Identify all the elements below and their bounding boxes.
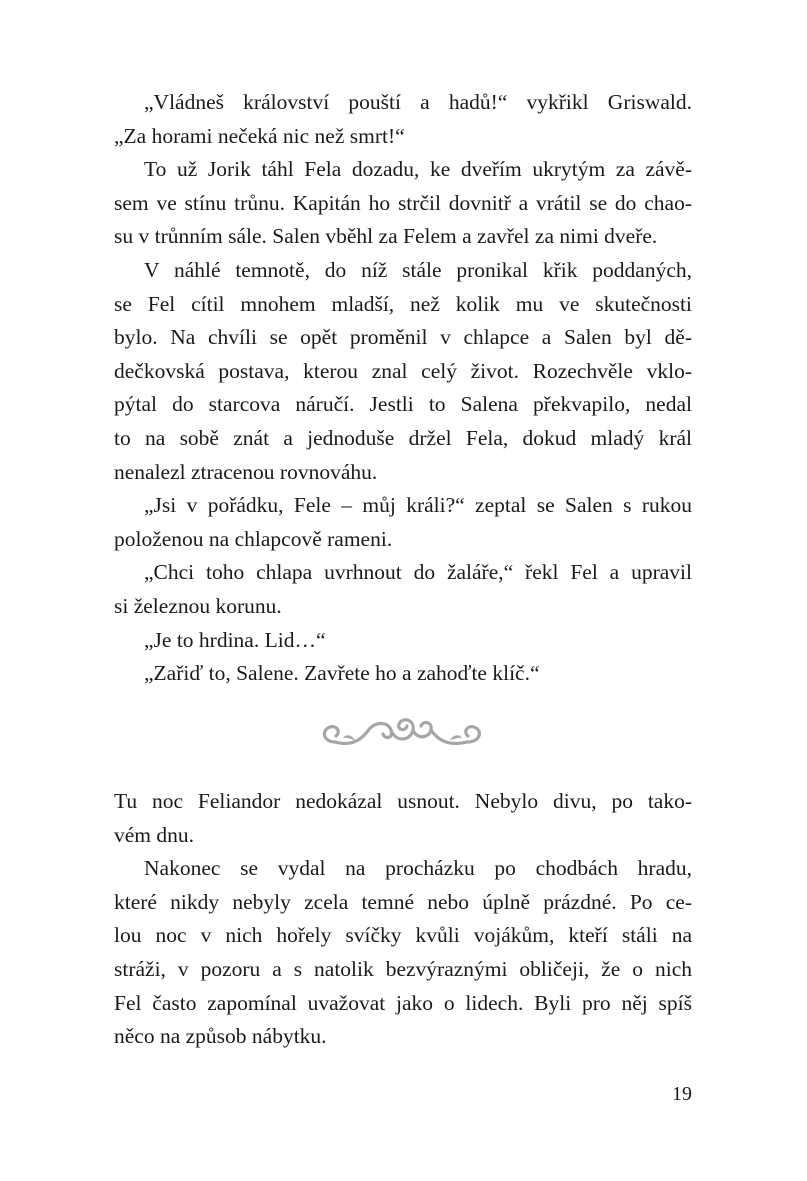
section-2 [114,785,692,1054]
text-line: Tu noc Feliandor nedokázal usnout. Nebylo divu, po tako- [114,789,692,813]
scroll-flourish-icon [315,712,490,756]
text-line: to na sobě znát a jednoduše držel Fela, dokud mladý král [114,425,692,450]
text-line: Fel často zapomínal uvažovat jako o lidech. Byli pro něj spíš [114,990,692,1015]
text-line: su v trůnním sále. Salen vběhl za Felem a zavřel za nimi dveře. [114,224,658,249]
text-line: si železnou korunu. [114,593,282,618]
text-line: lou noc v nich hořely svíčky kvůli vojákům, kteří stáli na [114,923,692,948]
text-line: „Vládneš království pouští a hadů!“ vykřikl Griswald. [144,90,692,114]
text-line: které nikdy nebyly zcela temné nebo úplně prázdné. Po ce- [114,889,692,914]
text-line: „Za horami nečeká nic než smrt!“ [114,123,405,148]
text-line: „Chci toho chlapa uvrhnout do žaláře,“ řekl Fel a upravil [144,560,692,585]
text-line: stráži, v pozoru a s natolik bezvýraznými obličeji, že o nich [114,956,692,981]
text-line: vém dnu. [114,822,195,847]
text-line: něco na způsob nábytku. [114,1024,327,1049]
text-line: se Fel cítil mnohem mladší, než kolik mu ve skutečnosti [114,291,692,316]
text-line: To už Jorik táhl Fela dozadu, ke dveřím ukrytým za závě- [144,157,692,182]
text-line: pýtal do starcova náručí. Jestli to Salena překvapilo, nedal [114,392,692,417]
page-number: 19 [672,1083,692,1105]
section-1 [114,86,692,691]
text-line: „Je to hrdina. Lid…“ [144,627,326,652]
text-line: nenalezl ztracenou rovnováhu. [114,459,378,484]
text-line: položenou na chlapcově rameni. [114,526,393,551]
text-line: Nakonec se vydal na procházku po chodbách hradu, [144,856,692,881]
text-line: dečkovská postava, kterou znal celý život. Rozechvěle vklo- [114,358,692,383]
text-line: „Jsi v pořádku, Fele – můj králi?“ zeptal se Salen s rukou [144,493,692,518]
text-line: „Zařiď to, Salene. Zavřete ho a zahoďte klíč.“ [144,661,540,686]
text-line: bylo. Na chvíli se opět proměnil v chlapce a Salen byl dě- [114,325,692,350]
text-line: sem ve stínu trůnu. Kapitán ho strčil dovnitř a vrátil se do chao- [114,190,692,215]
text-line: V náhlé temnotě, do níž stále pronikal křik poddaných, [144,257,692,282]
